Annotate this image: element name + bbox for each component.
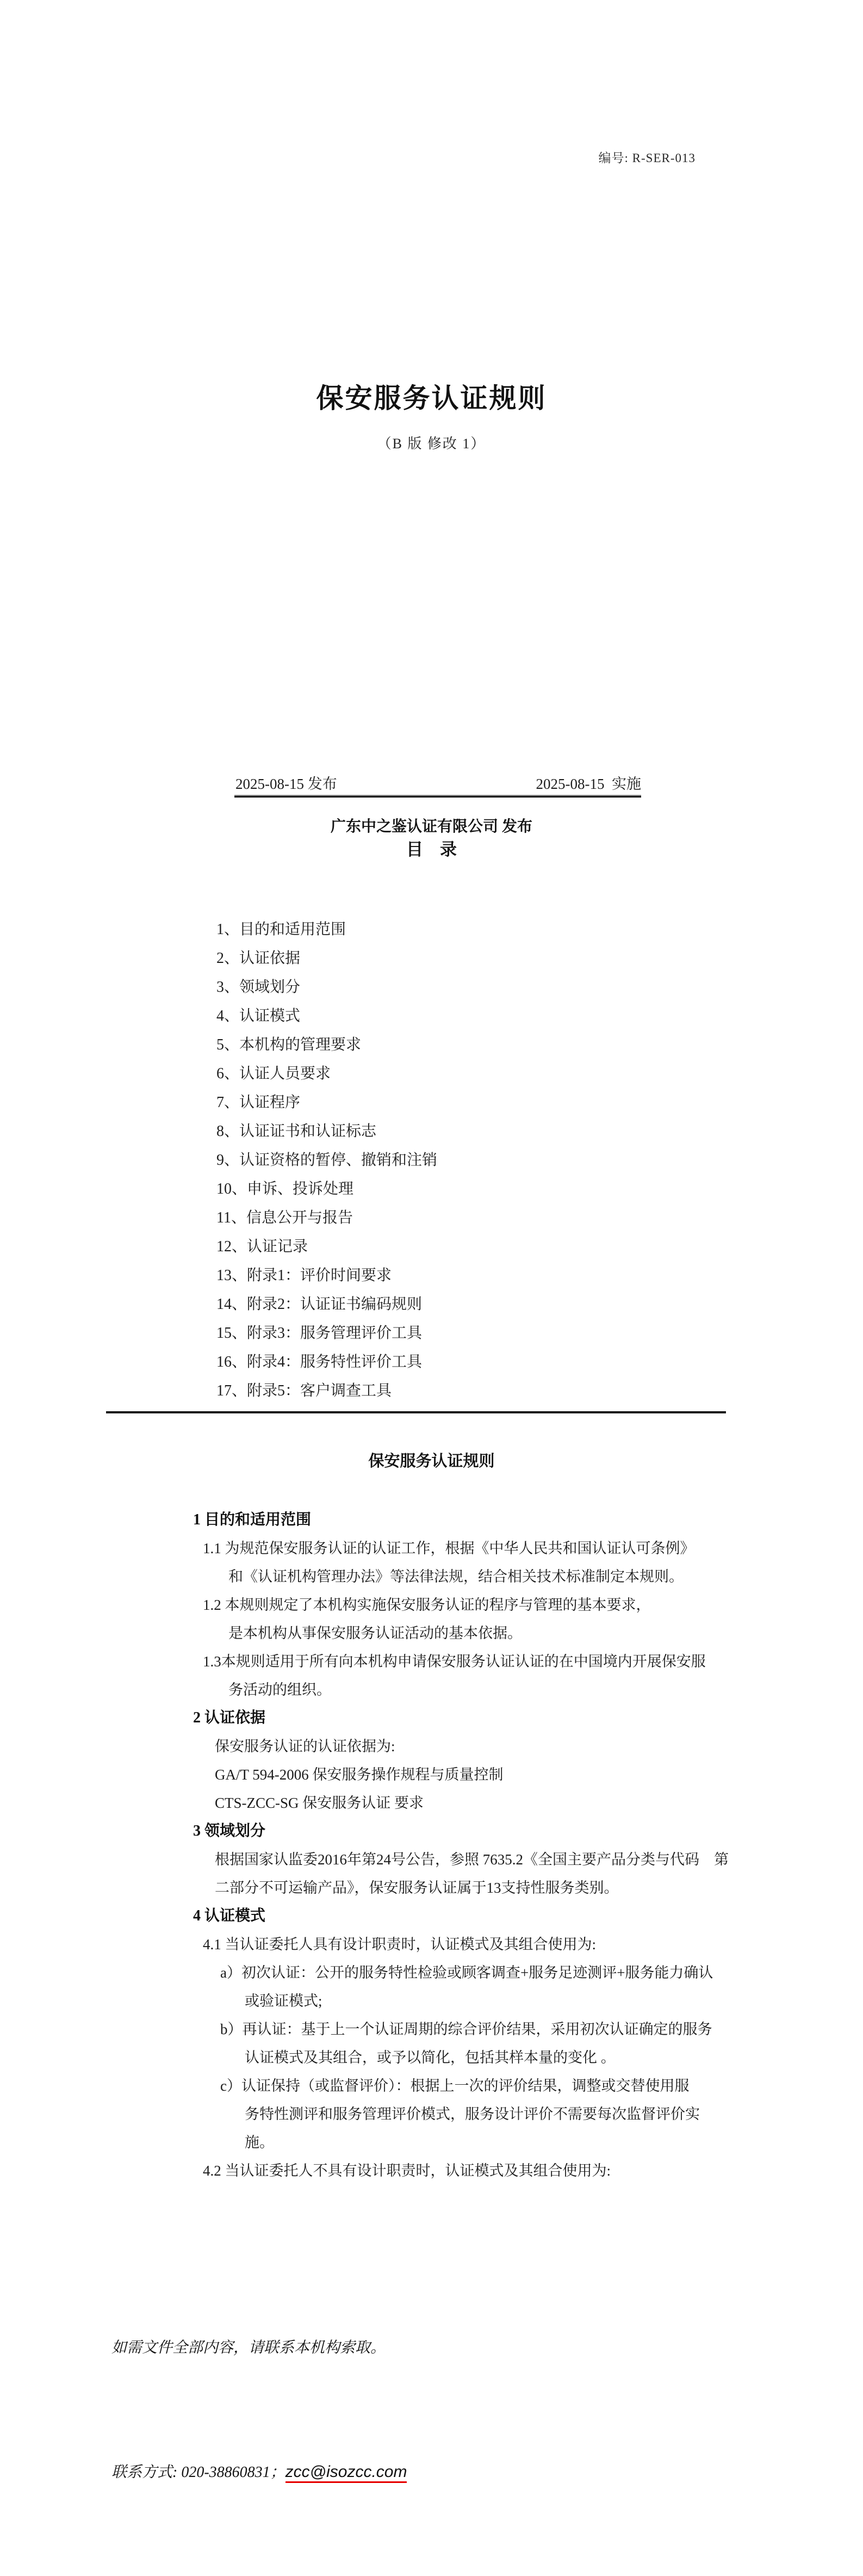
body-text-line: CTS-ZCC-SG 保安服务认证 要求	[215, 1795, 424, 1811]
toc-item: 3、领域划分	[216, 979, 301, 996]
body-text-line: 1 目的和适用范围	[193, 1511, 312, 1528]
toc-item: 10、申诉、投诉处理	[216, 1181, 354, 1197]
body-text-line: 保安服务认证的认证依据为:	[215, 1738, 395, 1755]
toc-item: 9、认证资格的暂停、撤销和注销	[216, 1152, 438, 1169]
footer-contact-line	[111, 2451, 407, 2493]
toc-item: 2、认证依据	[216, 950, 301, 967]
body-text-line: a）初次认证：公开的服务特性检验或顾客调查+服务足迹测评+服务能力确认	[220, 1965, 713, 1981]
body-text-line: 认证模式及其组合，或予以简化，包括其样本量的变化 。	[245, 2049, 616, 2066]
toc-item: 6、认证人员要求	[216, 1065, 331, 1082]
toc-list	[216, 915, 437, 1405]
body-text-line: 2 认证依据	[193, 1709, 266, 1726]
release-date: 2025-08-15 发布	[235, 776, 337, 792]
doc-subtitle: （B 版 修改 1）	[377, 436, 486, 452]
cover-horizontal-rule	[234, 795, 641, 798]
body-text-line: 务活动的组织。	[228, 1682, 331, 1698]
body-text-line: 施。	[245, 2134, 274, 2151]
implementation-date: 2025-08-15 实施	[536, 776, 641, 792]
body-text-line: 1.1 为规范保安服务认证的认证工作，根据《中华人民共和国认证认可条例》	[203, 1540, 695, 1556]
dates-row	[235, 772, 641, 793]
body-text-line: 1.2 本规则规定了本机构实施保安服务认证的程序与管理的基本要求，	[203, 1597, 651, 1613]
body-text-line: 二部分不可运输产品》，保安服务认证属于13支持性服务类别。	[215, 1880, 619, 1896]
toc-item: 13、附录1：评价时间要求	[216, 1267, 392, 1284]
toc-item: 14、附录2：认证证书编码规则	[216, 1296, 423, 1313]
body-text-line: 4.2 当认证委托人不具有设计职责时，认证模式及其组合使用为:	[203, 2163, 611, 2179]
toc-item: 16、附录4：服务特性评价工具	[216, 1354, 423, 1370]
toc-item: 1、目的和适用范围	[216, 921, 346, 938]
body-text-line: b）再认证：基于上一个认证周期的综合评价结果，采用初次认证确定的服务	[220, 2021, 712, 2037]
email-link[interactable]: zcc@isozcc.com	[285, 2463, 407, 2483]
toc-title: 目 录	[406, 840, 457, 859]
doc-number: 编号: R-SER-013	[598, 151, 696, 165]
body-text-line: 3 领域划分	[193, 1823, 266, 1839]
toc-item: 12、认证记录	[216, 1238, 308, 1255]
body-heading: 保安服务认证规则	[368, 1453, 495, 1470]
toc-item: 8、认证证书和认证标志	[216, 1123, 377, 1140]
body-text-line: 或验证模式;	[245, 1993, 322, 2009]
body-text-line: c）认证保持（或监督评价）：根据上一次的评价结果，调整或交替使用服	[220, 2078, 690, 2094]
body-text-line: 4.1 当认证委托人具有设计职责时，认证模式及其组合使用为:	[203, 1936, 597, 1953]
body-text-line: 和《认证机构管理办法》等法律法规，结合相关技术标准制定本规则。	[228, 1568, 684, 1585]
section-divider-rule	[106, 1411, 726, 1413]
toc-item: 11、信息公开与报告	[216, 1209, 353, 1226]
body-text-line: 务特性测评和服务管理评价模式，服务设计评价不需要每次监督评价实	[245, 2106, 700, 2122]
body-text-line: 是本机构从事保安服务认证活动的基本依据。	[228, 1625, 522, 1641]
toc-item: 5、本机构的管理要求	[216, 1036, 362, 1053]
toc-item: 4、认证模式	[216, 1008, 301, 1024]
toc-item: 7、认证程序	[216, 1094, 301, 1111]
body-text-line: 根据国家认监委2016年第24号公告，参照 7635.2《全国主要产品分类与代码 第	[215, 1851, 729, 1868]
footer-request-line: 如需文件全部内容，请联系本机构索取。	[111, 2339, 386, 2356]
body-content	[193, 1506, 780, 2185]
contact-label: 联系方式: 020-38860831；	[111, 2464, 285, 2481]
doc-title: 保安服务认证规则	[316, 383, 547, 413]
footer-note	[111, 2245, 407, 2576]
toc-item: 15、附录3：服务管理评价工具	[216, 1325, 423, 1342]
publisher-line: 广东中之鉴认证有限公司 发布	[330, 818, 532, 835]
body-text-line: 4 认证模式	[193, 1907, 266, 1924]
toc-item: 17、附录5：客户调查工具	[216, 1382, 392, 1399]
body-text-line: 1.3本规则适用于所有向本机构申请保安服务认证认证的在中国境内开展保安服	[203, 1653, 706, 1670]
body-text-line: GA/T 594-2006 保安服务操作规程与质量控制	[215, 1766, 504, 1783]
